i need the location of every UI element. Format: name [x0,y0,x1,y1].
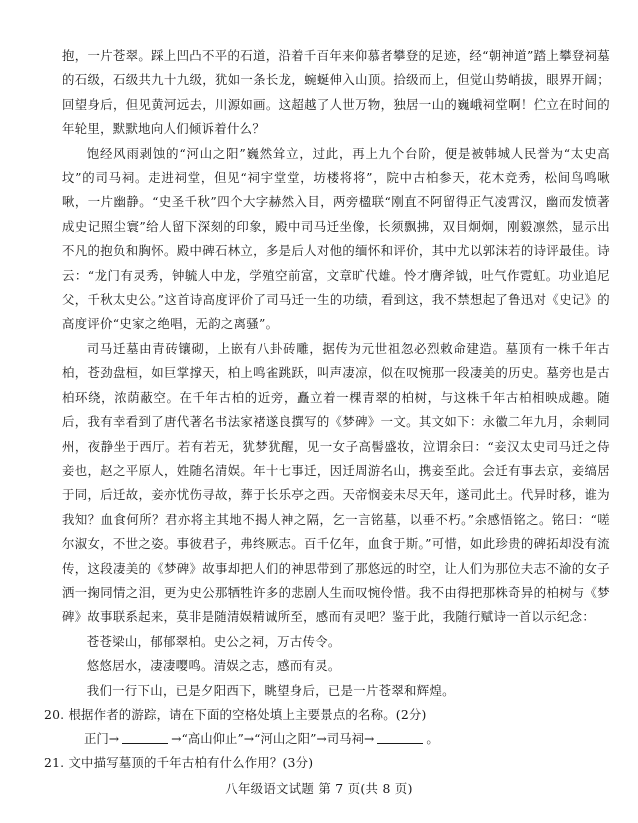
closing-paragraph: 我们一行下山，已是夕阳西下，眺望身后，已是一片苍翠和辉煌。 [86,682,455,698]
article-body [44,44,610,776]
paragraph-3: 司马迁墓由青砖镶砌，上嵌有八卦砖雕，据传为元世祖忽必烈敕命建造。墓顶有一株千年古柏，苍劲盘桓，如巨掌撑天，柏上鸣雀跳跃，叫声凄凉，似在叹惋那一段凄美的历史。墓旁也是古柏环绕，浓荫蔽空。在千年古柏的近旁，矗立着一棵青翠的柏树，与这株千年古柏相映成趣。随后，我有幸看到了唐代著名书法家褚遂良撰写的《梦碑》一文。其文如下：永徽二年九月，余刺同州，夜静坐于西厅。若有若无，犹梦犹醒，见一女子高髻盛妆，泣谓余曰：“妾汉太史司马迁之侍妾也，赵之平原人，姓随名清娱。年十七事迁，因迁周游名山，携妾至此。会迁有事去京，妾缟居于同，后迁故，妾亦忧伤寻故，葬于长乐亭之西。天帝悯妾未尽天年，遂司此土。代异时移，谁为我知？血食何所？君亦将主其地不揭人神之隔，乞一言铭墓，以垂不朽。”余感悟铭之。铭曰：“嗟尔淑女，不世之姿。事彼君子，弗终厥志。百千亿年，血食于斯。”可惜，如此珍贵的碑拓却没有流传，这段凄美的《梦碑》故事却把人们的神思带到了那悠远的时空，让人们为那位夫志不渝的女子洒一掬同情之泪，更为史公那牺牲许多的悲剧人生而叹惋伶惜。我不由得把那株奇异的柏树与《梦碑》故事联系起来，莫非是随清娱精诚所至，感而有灵吧？鉴于此，我随行赋诗一首以示纪念： [62,340,610,625]
poem-line-2: 悠悠居水，凄凄嘤鸣。清娱之志，感而有灵。 [86,658,341,674]
question-20: 20. 根据作者的游踪，请在下面的空格处填上主要景点的名称。(2分) [44,706,427,722]
paragraph-2: 饱经风雨剥蚀的“河山之阳”巍然耸立，过此，再上九个台阶，便是被韩城人民誉为“太史高坟”的司马祠。走进祠堂，但见“祠宇堂堂，坊楼将将”，院中古柏参天，花木竞秀，松间鸟鸣啾啾，一片幽静。“史圣千秋”四个大字赫然入目，两旁楹联“刚直不阿留得正气凌霄汉，幽而发愤著成史记照尘寰”给人留下深刻的印象，殿中司马迁坐像，长须飘拂，双目炯炯，刚毅凛然，显示出不凡的抱负和胸怀。殿中碑石林立，多是后人对他的缅怀和评价，其中尤以郭沫若的诗评最佳。诗云：“龙门有灵秀，钟毓人中龙，学殖空前富，文章旷代雄。怜才膺斧钺，吐气作霓虹。功业追尼父，千秋太史公。”这首诗高度评价了司马迁一生的功绩，看到这，我不禁想起了鲁迅对《史记》的高度评价“史家之绝唱，无韵之离骚”。 [62,145,610,332]
page-footer: 八年级语文试题 第 7 页(共 8 页) [225,781,413,796]
poem-line-1: 苍苍梁山，郁郁翠柏。史公之祠，万古传令。 [86,633,341,649]
answer-blank-1[interactable] [122,731,168,744]
route-end: 。 [426,731,439,747]
answer-blank-2[interactable] [377,731,423,744]
closing-paragraph-wrap [62,679,610,703]
paragraph-1: 抱，一片苍翠。踩上凹凸不平的石道，沿着千百年来仰慕者攀登的足迹，经“朝神道”踏上攀登祠墓的石级，石级共九十九级，犹如一条长龙，蜿蜒伸入山顶。拾级而上，但觉山势峭拔，眼界开阔；回望身后，但见黄河远去，川源如画。这超越了人世万物，独居一山的巍峨祠堂啊！伫立在时间的年轮里，默默地向人们倾诉着什么？ [62,48,610,137]
route-start: 正门→ [84,731,120,747]
article-paragraphs [62,44,610,630]
poem [62,630,610,679]
question-21: 21. 文中描写墓顶的千年古柏有什么作用？(3分) [44,755,314,771]
route-answer-line [62,727,610,751]
route-middle: →“高山仰止”→“河山之阳”→司马祠→ [171,731,375,747]
